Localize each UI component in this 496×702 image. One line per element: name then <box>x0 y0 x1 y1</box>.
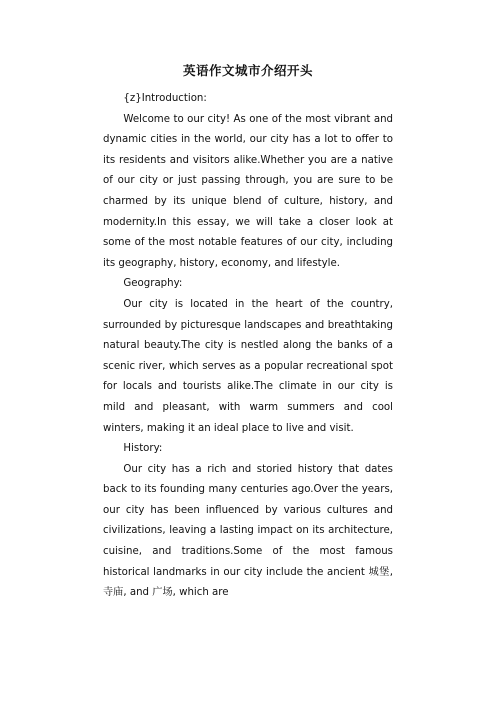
section-body-history: Our city has a rich and storied history that dates back to its founding many centuries ago.Over the years, our city has been influenced by various cultures and civilizations, leaving a lasting impact on its architecture, cuisine, and traditions.Some of the most famous historical landmarks in our city include the ancient 城堡, 寺庙, and 广场, which are <box>103 463 393 599</box>
document-title: 英语作文城市介绍开头 <box>182 63 313 78</box>
section-body-introduction: Welcome to our city! As one of the most vibrant and dynamic cities in the world, our city has a lot to offer to its residents and visitors alike.Whether you are a native of our city or just passing through, you are sure to be charmed by its unique blend of culture, history, and modernity.In this essay, we will take a closer look at some of the most notable features of our city, including its geography, history, economy, and lifestyle. <box>103 113 393 269</box>
section-heading-history: History: <box>123 443 163 455</box>
section-heading-introduction: {z}Introduction: <box>123 93 207 104</box>
section-body-geography: Our city is located in the heart of the country, surrounded by picturesque landscapes and breathtaking natural beauty.The city is nestled along the banks of a scenic river, which serves as a popular recreational spot for locals and tourists alike.The climate in our city is mild and pleasant, with warm summers and cool winters, making it an ideal place to live and visit. <box>103 298 393 434</box>
section-heading-geography: Geography: <box>123 278 183 290</box>
